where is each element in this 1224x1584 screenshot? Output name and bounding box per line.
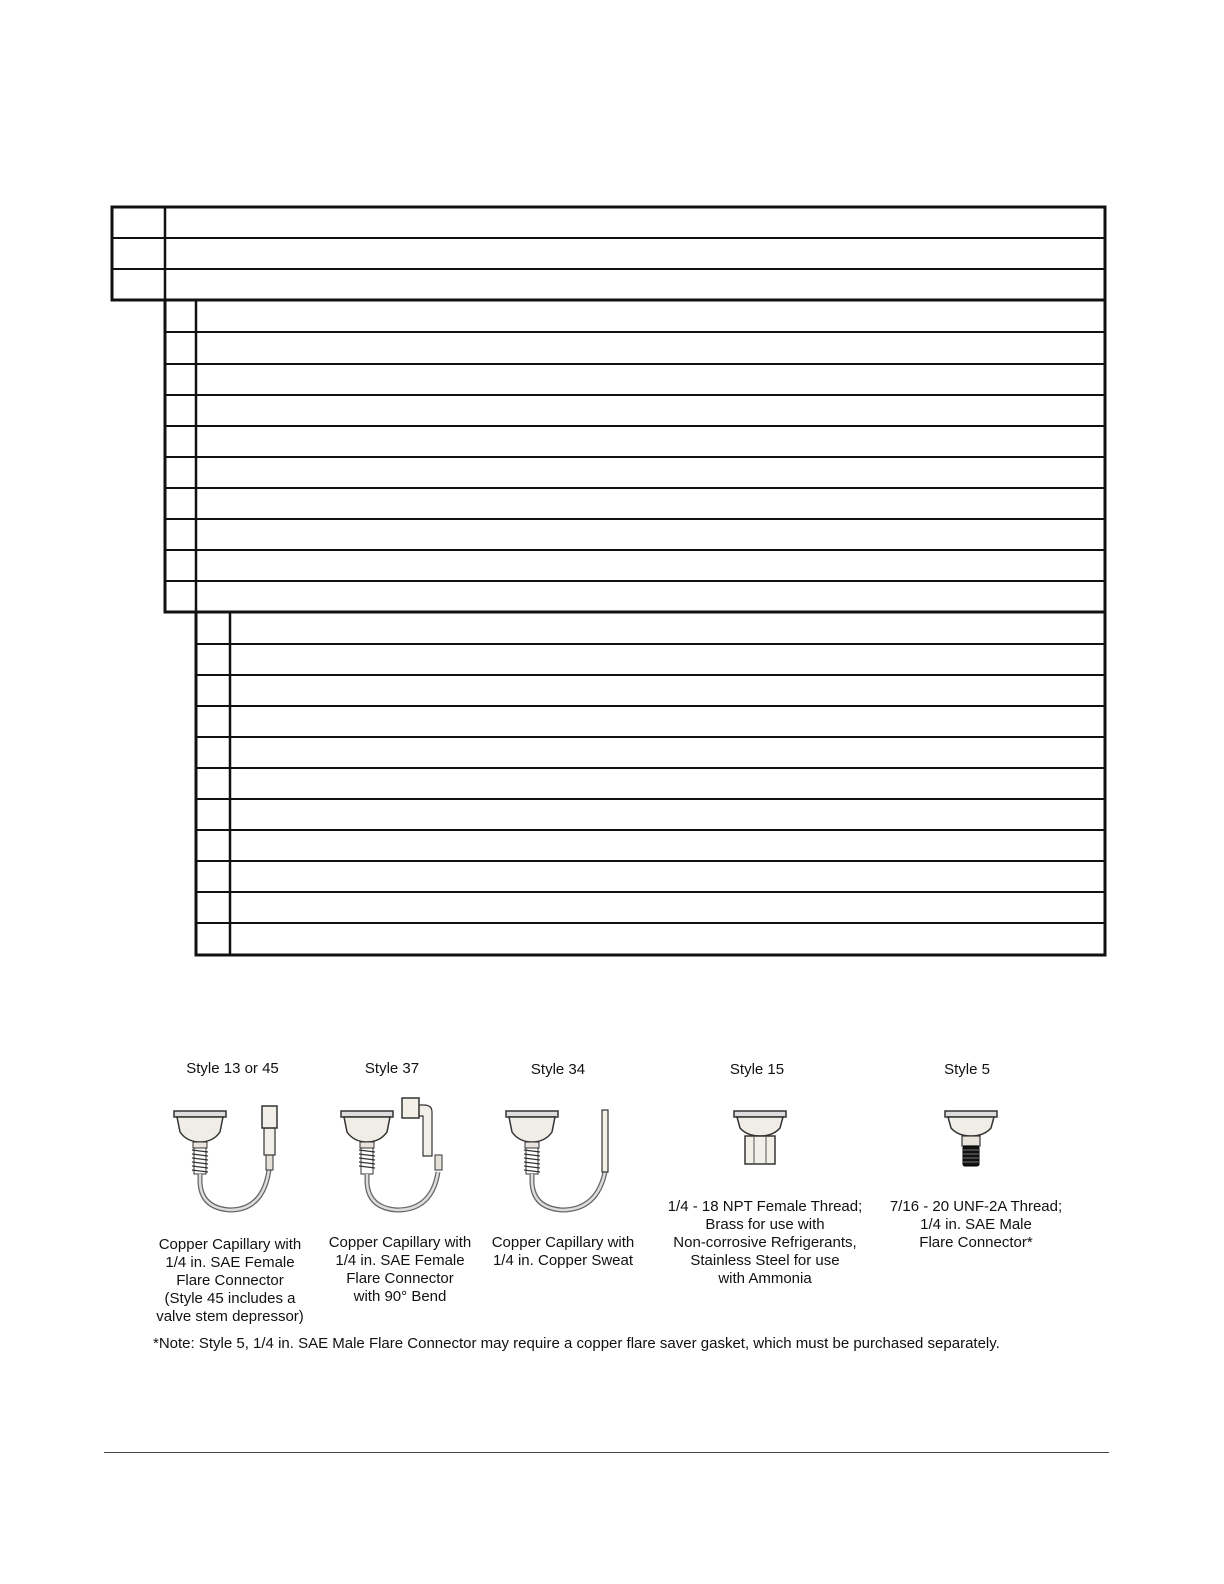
style-13-45-caption: Copper Capillary with 1/4 in. SAE Female Flare Connector (Style 45 includes a valve stem depressor)	[156, 1236, 304, 1325]
flare-gasket-note: *Note: Style 5, 1/4 in. SAE Male Flare Connector may require a copper flare saver gasket, which must be purchased separately.	[153, 1335, 1000, 1352]
style-label-37: Style 37	[364, 1060, 420, 1077]
style-15-caption: 1/4 - 18 NPT Female Thread; Brass for use with Non-corrosive Refrigerants, Stainless Steel for use with Ammonia	[667, 1198, 863, 1287]
footer-divider	[104, 1452, 1109, 1453]
style-34-caption: Copper Capillary with 1/4 in. Copper Sweat	[491, 1234, 635, 1269]
style-34-bulb-illustration	[497, 1100, 627, 1220]
style-5-caption: 7/16 - 20 UNF-2A Thread; 1/4 in. SAE Male Flare Connector*	[889, 1198, 1063, 1251]
style-37-bulb-illustration	[332, 1092, 462, 1220]
style-5-bulb-illustration	[936, 1100, 1006, 1170]
style-label-5: Style 5	[944, 1061, 990, 1078]
style-37-caption: Copper Capillary with 1/4 in. SAE Female Flare Connector with 90° Bend	[328, 1234, 472, 1305]
style-13-45-bulb-illustration	[165, 1100, 295, 1220]
style-label-34: Style 34	[530, 1061, 586, 1078]
style-15-bulb-illustration	[725, 1100, 795, 1170]
style-label-13-45: Style 13 or 45	[186, 1060, 279, 1077]
style-label-15: Style 15	[729, 1061, 785, 1078]
